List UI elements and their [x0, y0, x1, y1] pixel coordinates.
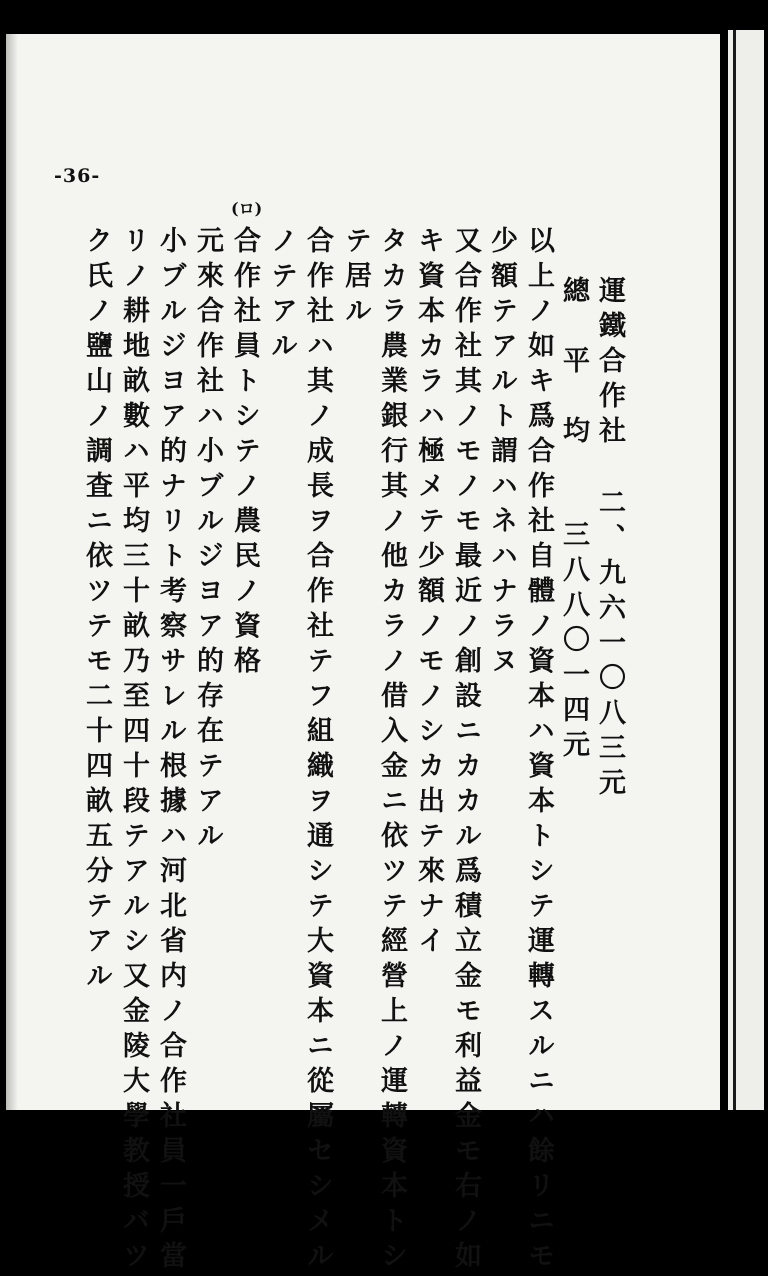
- text-column-10: ノテアル: [266, 226, 297, 366]
- text-column-5: 又合作社其ノモノモ最近ノ創設ニカカル爲積立金モ利益金モ右ノ如: [450, 226, 481, 1276]
- section-heading: 合作社員トシテノ農民ノ資格: [229, 226, 260, 681]
- page-number: -36-: [54, 165, 101, 187]
- text-column-8: テ居ル: [340, 226, 371, 331]
- text-column-2-value: 三八八〇一四元: [558, 520, 589, 765]
- text-column-1: 運鐵合作社: [594, 276, 625, 451]
- text-column-2: 總 平 均: [558, 276, 589, 451]
- text-column-1-value: 二、九六一〇八三元: [594, 488, 625, 803]
- text-column-12: 元來合作社ハ小ブルジヨア的存在テアル: [192, 226, 223, 856]
- text-column-9: 合作社ハ其ノ成長ヲ合作社テフ組織ヲ通シテ大資本ニ從屬セシメル: [302, 226, 333, 1276]
- text-column-14: リノ耕地畝數ハ平均三十畝乃至四十段テアルシ又金陵大學教授バツ: [118, 226, 149, 1276]
- text-column-4: 少額テアルト謂ハネハナラヌ: [486, 226, 517, 681]
- text-column-13: 小ブルジヨア的ナリト考察サレル根據ハ河北省内ノ合作社員一戶當: [155, 226, 186, 1276]
- text-column-15: ク氏ノ鹽山ノ調査ニ依ツテモ二十四畝五分テアル: [81, 226, 112, 996]
- page-shadow: [6, 34, 18, 1110]
- text-column-6: キ資本カラハ極メテ少額ノモノシカ出テ來ナイ: [413, 226, 444, 961]
- text-column-3: 以上ノ如キ爲合作社自體ノ資本ハ資本トシテ運轉スルニハ餘リニモ: [523, 226, 554, 1276]
- text-column-7: タカラ農業銀行其ノ他カラノ借入金ニ依ツテ經營上ノ運轉資本トシ: [376, 226, 407, 1276]
- page-gutter: [733, 30, 736, 1110]
- section-marker: (ロ): [231, 199, 263, 218]
